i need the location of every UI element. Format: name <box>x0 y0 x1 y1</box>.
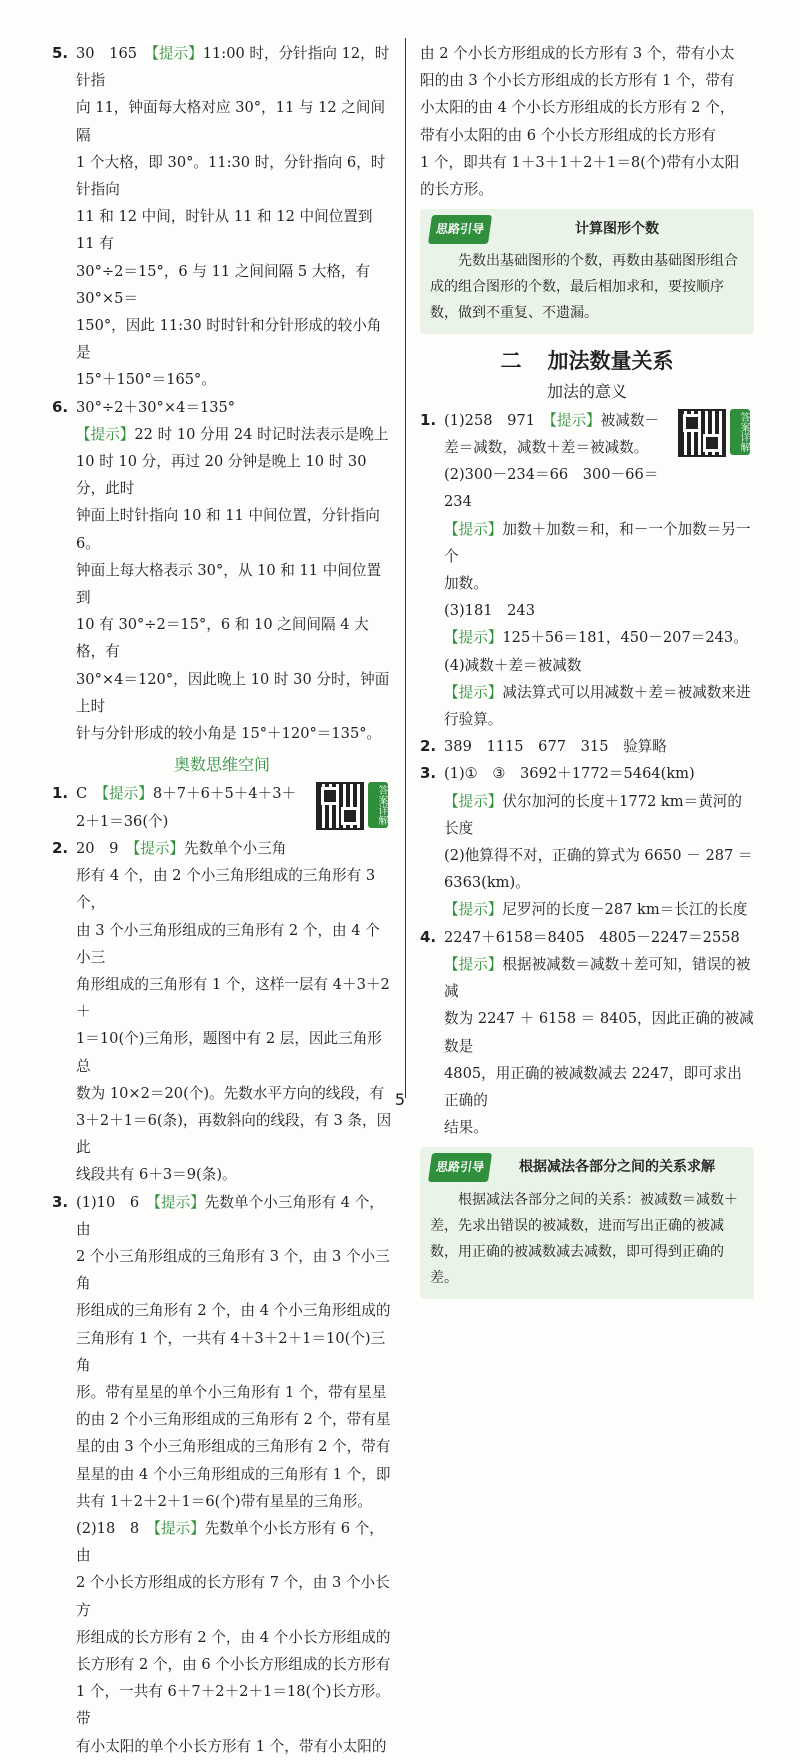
lesson-title: 加法的意义 <box>546 381 627 401</box>
text-line: 10 有 30°÷2＝15°，6 和 10 之间间隔 4 大格，有 <box>76 616 369 661</box>
text-line: 11 和 12 中间，时针从 11 和 12 中间位置到 11 有 <box>76 208 373 253</box>
hint-text: 11:00 时，分针指向 12，时针指 <box>76 45 390 90</box>
chapter-number: 二 <box>500 349 522 374</box>
item-number: 1. <box>52 784 69 803</box>
hint-text: 先数单个小长方形有 6 个，由 <box>76 1519 384 1565</box>
text-line: 6363(km)。 <box>444 874 530 892</box>
box-header <box>430 1153 744 1182</box>
lesson-answer-3 <box>420 760 754 787</box>
text-line: 形有 4 个，由 2 个小三角形组成的三角形有 3 个， <box>76 867 376 912</box>
text-line: 共有 1＋2＋2＋1＝6(个)带有星星的三角形。 <box>76 1492 372 1510</box>
hint-label: 【提示】 <box>444 792 503 810</box>
text-line: 向 11，钟面每大格对应 30°，11 与 12 之间间隔 <box>76 99 386 144</box>
text-line <box>420 896 754 923</box>
item-number: 3. <box>52 1192 69 1211</box>
hint-label: 【提示】 <box>444 901 503 919</box>
text-line: 2 个小三角形组成的三角形有 3 个，由 3 个小三角 <box>76 1247 390 1293</box>
text-line: 2 个小长方形组成的长方形有 7 个，由 3 个小长方 <box>76 1574 390 1619</box>
text-line: 150°，因此 11:30 时时针和分针形成的较小角是 <box>76 317 382 362</box>
text-line: 15°＋150°＝165°。 <box>76 371 216 389</box>
hint-text: 8＋7＋6＋5＋4＋3＋ <box>152 785 297 803</box>
text-line: (2)他算得不对，正确的算式为 6650 － 287 ＝ <box>444 847 753 865</box>
thinking-guide-box <box>420 1147 754 1298</box>
text-line: 阳的由 3 个小长方形组成的长方形有 1 个，带有 <box>420 72 735 90</box>
chapter-heading <box>420 348 754 375</box>
text-line: 加数。 <box>444 575 488 593</box>
text-line: 数为 2247 ＋ 6158 ＝ 8405，因此正确的被减数是 <box>444 1010 754 1055</box>
text-line: 钟面上每大格表示 30°，从 10 和 11 中间位置到 <box>76 561 382 607</box>
hint-label: 【提示】 <box>444 629 503 647</box>
answer-values: 30 165 <box>76 45 152 62</box>
text-line: (4)减数＋差＝被减数 <box>444 656 582 674</box>
olympiad-answer-3 <box>52 1189 392 1243</box>
text-line: 4805，用正确的被减数减去 2247，即可求出正确的 <box>444 1064 742 1109</box>
hint-label: 【提示】 <box>444 520 503 538</box>
text-line: 差＝减数，减数＋差＝被减数。 <box>444 439 649 457</box>
text-line: 三角形有 1 个，一共有 4＋3＋2＋1＝10(个)三角 <box>76 1329 386 1374</box>
answer-values: 389 1115 677 315 验算略 <box>444 738 667 756</box>
text-line: 行验算。 <box>444 711 503 729</box>
text-line: 线段共有 6＋3＝9(条)。 <box>76 1166 237 1184</box>
chapter-title: 加法数量关系 <box>547 349 674 374</box>
text-line: 10 时 10 分，再过 20 分钟是晚上 10 时 30 分，此时 <box>76 453 367 498</box>
text-line: 带有小太阳的由 6 个小长方形组成的长方形有 <box>420 126 716 144</box>
lesson-answer-2 <box>420 733 754 760</box>
text-line: 由 3 个小三角形组成的三角形有 2 个，由 4 个小三 <box>76 921 380 966</box>
text-line: 长方形有 2 个，由 6 个小长方形组成的长方形有 <box>76 1655 391 1673</box>
text-line: 1＝10(个)三角形，题图中有 2 层，因此三角形总 <box>76 1030 382 1075</box>
item-number: 2. <box>52 838 69 857</box>
qr-tag: 答案详解 <box>730 409 750 455</box>
box-title: 计算图形个数 <box>575 221 659 238</box>
hint-label: 【提示】 <box>444 955 503 973</box>
hint-label: 【提示】 <box>76 425 135 443</box>
text-line: 的长方形。 <box>420 181 493 199</box>
text-line <box>52 421 392 448</box>
item-number: 6. <box>52 397 69 416</box>
lesson-answer-4 <box>420 924 754 951</box>
text-line: 小太阳的由 4 个小长方形组成的长方形有 2 个， <box>420 99 735 117</box>
hint-label: 【提示】 <box>549 411 601 429</box>
text-line: 1 个，一共有 6＋7＋2＋2＋1＝18(个)长方形。带 <box>76 1683 390 1728</box>
text-line: 星星的由 4 个小三角形组成的三角形有 1 个，即 <box>76 1465 391 1483</box>
text-line: 1 个大格，即 30°。11:30 时，分针指向 6，时针指向 <box>76 153 386 199</box>
text-line: 的由 2 个小三角形组成的三角形有 2 个，带有星 <box>76 1411 391 1429</box>
text-line: 2＋1＝36(个) <box>76 812 169 830</box>
item-number: 5. <box>52 44 69 62</box>
text-line: 钟面上时针指向 10 和 11 中间位置，分针指向 6。 <box>76 507 380 552</box>
left-column <box>52 40 392 1760</box>
box-title: 根据减法各部分之间的关系求解 <box>519 1159 715 1176</box>
answer-values: 2247＋6158＝8405 4805－2247＝2558 <box>444 928 740 946</box>
item-number: 2. <box>420 737 437 756</box>
lesson-answer-1 <box>420 407 754 434</box>
answer-6 <box>52 394 392 421</box>
hint-label: 【提示】 <box>151 45 203 62</box>
thinking-guide-box <box>420 209 754 334</box>
text-line <box>420 516 754 570</box>
box-text: 先数出基础图形的个数，再数由基础图形组合成的组合图形的个数，最后相加求和，要按顺序数，做到不重复、不遗漏。 <box>430 253 738 322</box>
answer-values: C <box>76 785 102 803</box>
answer-values: (2)18 8 <box>76 1519 154 1537</box>
text-line <box>420 788 754 842</box>
text-line: 结果。 <box>444 1119 488 1137</box>
text-line: 形组成的三角形有 2 个，由 4 个小三角形组成的 <box>76 1302 391 1320</box>
olympiad-answer-1 <box>52 780 392 807</box>
hint-label: 【提示】 <box>153 1193 205 1211</box>
answer-values: (1)258 971 <box>444 411 550 429</box>
answer-values: (1)① ③ 3692＋1772＝5464(km) <box>444 765 695 783</box>
box-header <box>430 215 744 244</box>
answer-values: 30°÷2＋30°×4＝135° <box>76 398 236 416</box>
item-number: 4. <box>420 927 437 946</box>
answer-values: (1)10 6 <box>76 1193 154 1211</box>
hint-text: 减法算式可以用减数＋差＝被减数来进 <box>502 683 751 701</box>
hint-text: 被减数－ <box>600 411 660 429</box>
hint-text: 125＋56＝181，450－207＝243。 <box>502 629 748 647</box>
text-line <box>420 679 754 706</box>
hint-text: 先数单个小三角 <box>184 839 287 857</box>
answer-5 <box>52 40 392 94</box>
text-line: 角形组成的三角形有 1 个，这样一层有 4＋3＋2＋ <box>76 975 390 1021</box>
hint-label: 【提示】 <box>153 1519 205 1537</box>
text-line: (2)300－234＝66 300－66＝234 <box>444 466 659 511</box>
text-line: 有小太阳的单个小长方形有 1 个，带有小太阳的 <box>76 1737 387 1755</box>
hint-label: 【提示】 <box>133 839 185 857</box>
text-line: 30°÷2＝15°，6 与 11 之间间隔 5 大格，有 30°×5＝ <box>76 262 371 307</box>
box-text: 根据减法各部分之间的关系：被减数＝减数＋差，先求出错误的被减数，进而写出正确的被减数，用正确的被减数减去减数，即可得到正确的差。 <box>430 1191 738 1286</box>
text-line: 数为 10×2＝20(个)。先数水平方向的线段，有 <box>76 1084 385 1102</box>
text-line: 形组成的长方形有 2 个，由 4 个小长方形组成的 <box>76 1628 391 1646</box>
hint-text: 加数＋加数＝和，和－一个加数＝另一个 <box>444 520 751 565</box>
text-line: 30°×4＝120°，因此晚上 10 时 30 分时，钟面上时 <box>76 670 390 715</box>
item-number: 1. <box>420 410 437 429</box>
text-line: (3)181 243 <box>444 602 535 620</box>
page-number: 5 <box>394 1090 406 1109</box>
hint-text: 根据被减数＝减数＋差可知，错误的被减 <box>444 955 751 1001</box>
answer-values: 20 9 <box>76 839 134 857</box>
text-line: 3＋2＋1＝6(条)，再数斜向的线段，有 3 条，因此 <box>76 1111 392 1157</box>
item-number: 3. <box>420 764 437 783</box>
guide-badge: 思路引导 <box>428 1153 492 1182</box>
text-line: 形。带有星星的单个小三角形有 1 个，带有星星 <box>76 1383 387 1401</box>
text-line: 1 个，即共有 1＋3＋1＋2＋1＝8(个)带有小太阳 <box>420 153 740 171</box>
hint-text: 22 时 10 分用 24 时记时法表示是晚上 <box>134 425 389 443</box>
hint-text: 伏尔加河的长度＋1772 km＝黄河的长度 <box>444 792 742 837</box>
hint-text: 尼罗河的长度－287 km＝长江的长度 <box>502 901 748 919</box>
column-divider <box>405 38 406 1098</box>
section-title: 奥数思维空间 <box>173 755 270 775</box>
qr-tag: 答案详解 <box>368 782 388 828</box>
text-line <box>420 951 754 1005</box>
olympiad-answer-2 <box>52 835 392 862</box>
guide-badge: 思路引导 <box>428 215 492 244</box>
hint-label: 【提示】 <box>101 785 153 803</box>
right-column <box>420 40 754 1309</box>
text-line: 星的由 3 个小三角形组成的三角形有 2 个，带有 <box>76 1438 391 1456</box>
hint-label: 【提示】 <box>444 683 503 701</box>
text-line <box>52 1515 392 1569</box>
hint-text: 先数单个小三角形有 4 个，由 <box>76 1193 384 1238</box>
text-line: 由 2 个小长方形组成的长方形有 3 个，带有小太 <box>420 45 735 62</box>
text-line <box>420 624 754 651</box>
text-line: 针与分针形成的较小角是 15°＋120°＝135°。 <box>76 725 382 743</box>
